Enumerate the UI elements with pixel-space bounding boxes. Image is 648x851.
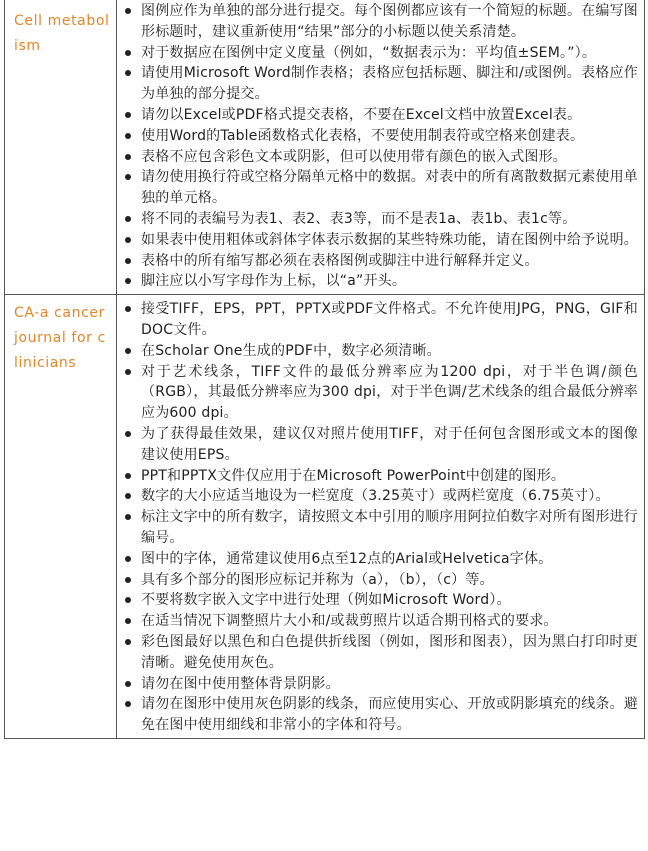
bullet-icon	[125, 493, 131, 499]
bullet-icon	[125, 348, 131, 354]
rule-item	[121, 611, 638, 632]
bullet-icon	[125, 154, 131, 160]
bullet-icon	[125, 597, 131, 603]
rule-item	[121, 694, 638, 736]
rule-item	[121, 362, 638, 424]
rule-item	[121, 632, 638, 674]
journal-name-cell	[5, 295, 117, 739]
rule-item	[121, 1, 638, 43]
rule-text: 标注文字中的所有数字，请按照文本中引用的顺序用阿拉伯数字对所有图形进行编号。	[141, 509, 638, 546]
bullet-icon	[125, 216, 131, 222]
bullet-icon	[125, 556, 131, 562]
rule-text: 将不同的表编号为表1、表2、表3等，而不是表1a、表1b、表1c等。	[141, 210, 577, 227]
rule-text: 在适当情况下调整照片大小和/或裁剪照片以适合期刊格式的要求。	[141, 613, 558, 630]
bullet-icon	[125, 306, 131, 312]
rule-text: 图例应作为单独的部分进行提交。每个图例都应该有一个简短的标题。在编写图形标题时，建议重新使用“结果”部分的小标题以使关系清楚。	[141, 3, 638, 40]
rule-text: 请勿以Excel或PDF格式提交表格，不要在Excel文档中放置Excel表。	[141, 106, 582, 123]
rule-text: 在Scholar One生成的PDF中，数字必须清晰。	[141, 342, 441, 359]
rule-item	[121, 105, 638, 126]
bullet-icon	[125, 278, 131, 284]
bullet-icon	[125, 8, 131, 14]
bullet-icon	[125, 514, 131, 520]
bullet-icon	[125, 577, 131, 583]
bullet-icon	[125, 50, 131, 56]
rule-item	[121, 63, 638, 105]
rule-item	[121, 126, 638, 147]
rules-cell	[117, 0, 645, 295]
rules-cell	[117, 295, 645, 739]
rule-item	[121, 466, 638, 487]
bullet-icon	[125, 681, 131, 687]
bullet-icon	[125, 133, 131, 139]
rule-item	[121, 299, 638, 341]
table-row-cell-metabolism	[5, 0, 645, 295]
rule-item	[121, 209, 638, 230]
rule-text: 表格不应包含彩色文本或阴影，但可以使用带有颜色的嵌入式图形。	[141, 148, 567, 165]
rule-item	[121, 486, 638, 507]
rule-text: 请勿使用换行符或空格分隔单元格中的数据。对表中的所有离散数据元素使用单独的单元格。	[141, 169, 638, 207]
rule-text: 对于数据应在图例中定义度量（例如，“数据表示为：平均值±SEM。”）。	[141, 44, 597, 61]
rule-text: 为了获得最佳效果，建议仅对照片使用TIFF，对于任何包含图形或文本的图像建议使用EPS。	[141, 425, 638, 463]
rules-list	[117, 0, 644, 292]
bullet-icon	[125, 70, 131, 76]
bullet-icon	[125, 369, 131, 375]
rules-list	[117, 295, 644, 736]
rule-text: 具有多个部分的图形应标记并称为（a），（b），（c）等。	[141, 571, 494, 588]
rule-item	[121, 424, 638, 466]
rule-text: PPT和PPTX文件仅应用于在Microsoft PowerPoint中创建的图形。	[141, 467, 566, 484]
rule-text: 如果表中使用粗体或斜体字体表示数据的某些特殊功能，请在图例中给予说明。	[141, 231, 638, 248]
rule-text: 接受TIFF，EPS，PPT，PPTX或PDF文件格式。不允许使用JPG，PNG，GIF和DOC文件。	[141, 301, 638, 338]
rule-text: 请使用Microsoft Word制作表格；表格应包括标题、脚注和/或图例。表格应作为单独的部分提交。	[141, 65, 638, 103]
rule-text: 对于艺术线条，TIFF文件的最低分辨率应为1200 dpi，对于半色调/颜色（RGB），其最低分辨率应为300 dpi，对于半色调/艺术线条的组合最低分辨率应为600 dpi。	[141, 363, 638, 422]
rule-item	[121, 549, 638, 570]
rule-text: 彩色图最好以黑色和白色提供折线图（例如，图形和图表），因为黑白打印时更清晰。避免使用灰色。	[141, 633, 638, 671]
bullet-icon	[125, 258, 131, 264]
bullet-icon	[125, 701, 131, 707]
rule-item	[121, 271, 638, 292]
table-row-ca-cancer-journal	[5, 295, 645, 739]
rule-item	[121, 167, 638, 209]
journal-name-cell	[5, 0, 117, 295]
rule-item	[121, 674, 638, 695]
rule-text: 请勿在图中使用整体背景阴影。	[141, 675, 340, 692]
rule-text: 数字的大小应适当地设为一栏宽度（3.25英寸）或两栏宽度（6.75英寸）。	[141, 488, 610, 505]
bullet-icon	[125, 639, 131, 645]
rule-item	[121, 147, 638, 168]
journal-name: Cell metabolism	[14, 13, 110, 54]
rule-item	[121, 570, 638, 591]
bullet-icon	[125, 431, 131, 437]
bullet-icon	[125, 618, 131, 624]
rule-text: 图中的字体，通常建议使用6点至12点的Arial或Helvetica字体。	[141, 550, 553, 567]
table-body	[5, 0, 645, 738]
rule-text: 请勿在图形中使用灰色阴影的线条，而应使用实心、开放或阴影填充的线条。避免在图中使用细线和非常小的字体和符号。	[141, 696, 638, 734]
rule-item	[121, 43, 638, 64]
rule-text: 脚注应以小写字母作为上标，以“a”开头。	[141, 273, 407, 290]
rule-item	[121, 590, 638, 611]
rule-item	[121, 251, 638, 272]
rule-text: 不要将数字嵌入文字中进行处理（例如Microsoft Word）。	[141, 592, 511, 609]
bullet-icon	[125, 174, 131, 180]
bullet-icon	[125, 473, 131, 479]
rule-item	[121, 341, 638, 362]
rule-item	[121, 230, 638, 251]
bullet-icon	[125, 112, 131, 118]
journal-requirements-table	[4, 0, 645, 739]
rule-item	[121, 507, 638, 549]
bullet-icon	[125, 237, 131, 243]
rule-text: 使用Word的Table函数格式化表格，不要使用制表符或空格来创建表。	[141, 127, 585, 144]
rule-text: 表格中的所有缩写都必须在表格图例或脚注中进行解释并定义。	[141, 252, 539, 269]
journal-name: CA-a cancer journal for clinicians	[14, 305, 106, 372]
